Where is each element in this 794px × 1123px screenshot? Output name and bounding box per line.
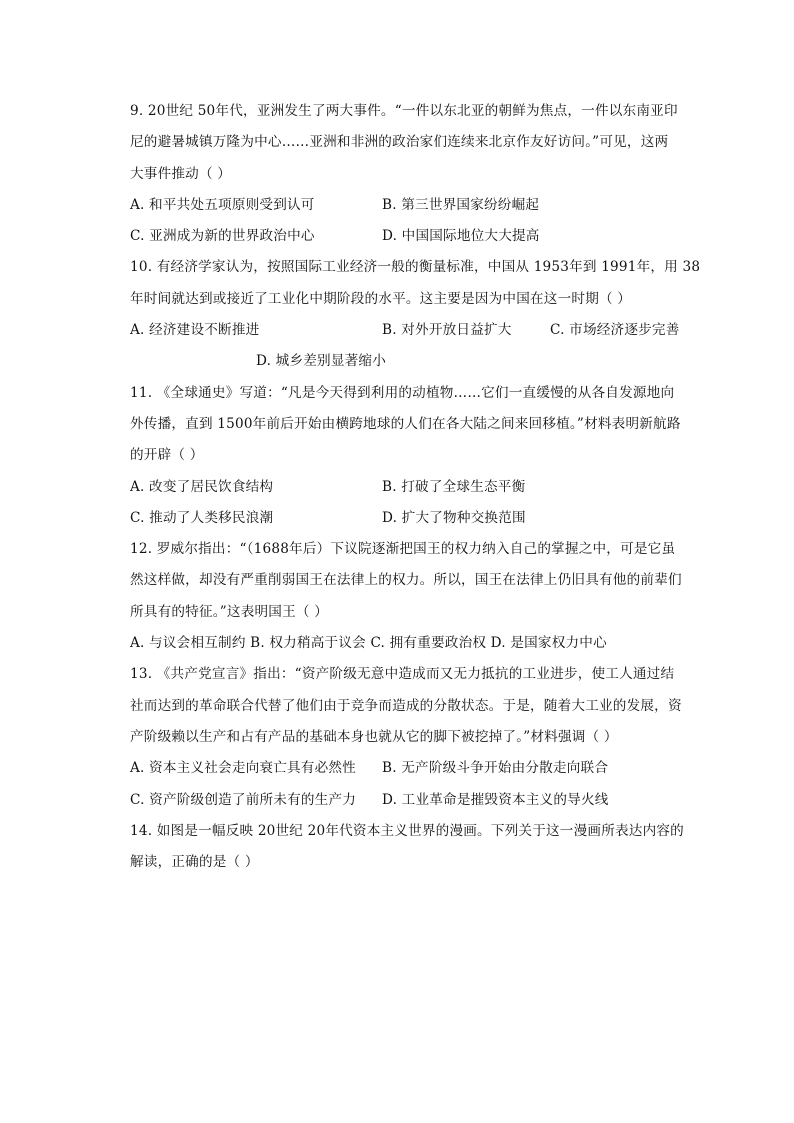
option-row [130,315,690,346]
option-d: D. 中国国际地位大大提高 [382,228,540,245]
option-row [130,753,690,784]
option-c: C. 亚洲成为新的世界政治中心 [130,228,315,245]
question-text-line: 12. 罗威尔指出：“（1688年后）下议院逐渐把国王的权力纳入自己的掌握之中，可是它虽 [130,541,676,558]
option-c: C. 资产阶级创造了前所未有的生产力 [130,791,357,808]
question-text-line: 所具有的特征。”这表明国王（ ） [130,603,328,620]
question-text-line: 年时间就达到或接近了工业化中期阶段的水平。这主要是因为中国在这一时期（ ） [130,290,632,307]
option-c: C. 推动了人类移民浪潮 [130,509,274,526]
question-text-line: 解读，正确的是（ ） [130,854,259,871]
option-row [130,190,690,221]
question-text-line: 尼的避暑城镇万隆为中心……亚洲和非洲的政治家们连续来北京作友好访问。”可见，这两 [130,134,669,151]
question-text-line: 大事件推动（ ） [130,165,232,182]
question-11 [130,378,690,534]
option-d: D. 扩大了物种交换范围 [382,509,526,526]
question-text-line: 10. 有经济学家认为，按照国际工业经济一般的衡量标准，中国从 1953年到 1991年，用 38 [130,259,701,276]
option-row [130,503,690,534]
question-text-line: 9. 20世纪 50年代，亚洲发生了两大事件。“一件以东北亚的朝鲜为焦点，一件以东南亚印 [130,103,678,119]
option-a: A. 和平共处五项原则受到认可 [130,196,315,213]
question-9 [130,96,690,252]
option-d: D. 城乡差别显著缩小 [256,353,387,370]
question-13 [130,659,690,815]
option-a: A. 经济建设不断推进 [130,322,260,339]
option-c: C. 市场经济逐步完善 [550,322,680,339]
options-inline: A. 与议会相互制约 B. 权力稍高于议会 C. 拥有重要政治权 D. 是国家权力中心 [130,635,607,652]
question-text-line: 然这样做，却没有严重削弱国王在法律上的权力。所以，国王在法律上仍旧具有他的前辈们 [130,572,682,589]
option-row [130,785,690,816]
option-d: D. 工业革命是摧毁资本主义的导火线 [382,791,609,808]
question-text-line: 11. 《全球通史》写道：“凡是今天得到利用的动植物……它们一直缓慢的从各自发源地向 [130,384,675,401]
option-b: B. 第三世界国家纷纷崛起 [382,196,540,213]
question-text-line: 产阶级赖以生产和占有产品的基础本身也就从它的脚下被挖掉了。”材料强调（ ） [130,728,618,745]
option-a: A. 资本主义社会走向衰亡具有必然性 [130,760,356,777]
question-text-line: 14. 如图是一幅反映 20世纪 20年代资本主义世界的漫画。下列关于这一漫画所表达内容的 [130,822,684,839]
question-text-line: 外传播，直到 1500年前后开始由横跨地球的人们在各大陆之间来回移植。”材料表明新航路 [130,415,681,432]
option-row [130,221,690,252]
question-text-line: 的开辟（ ） [130,447,204,464]
question-12 [130,534,690,659]
question-14 [130,816,690,879]
question-text-line: 13. 《共产党宣言》指出：“资产阶级无意中造成而又无力抵抗的工业进步，使工人通过结 [130,666,675,683]
option-b: B. 对外开放日益扩大 [382,322,512,339]
option-row [130,472,690,503]
question-10 [130,252,701,377]
exam-page [130,96,701,878]
option-b: B. 打破了全球生态平衡 [382,478,526,495]
question-text-line: 社而达到的革命联合代替了他们由于竞争而造成的分散状态。于是，随着大工业的发展，资 [130,697,682,714]
option-a: A. 改变了居民饮食结构 [130,478,274,495]
option-b: B. 无产阶级斗争开始由分散走向联合 [382,760,609,777]
